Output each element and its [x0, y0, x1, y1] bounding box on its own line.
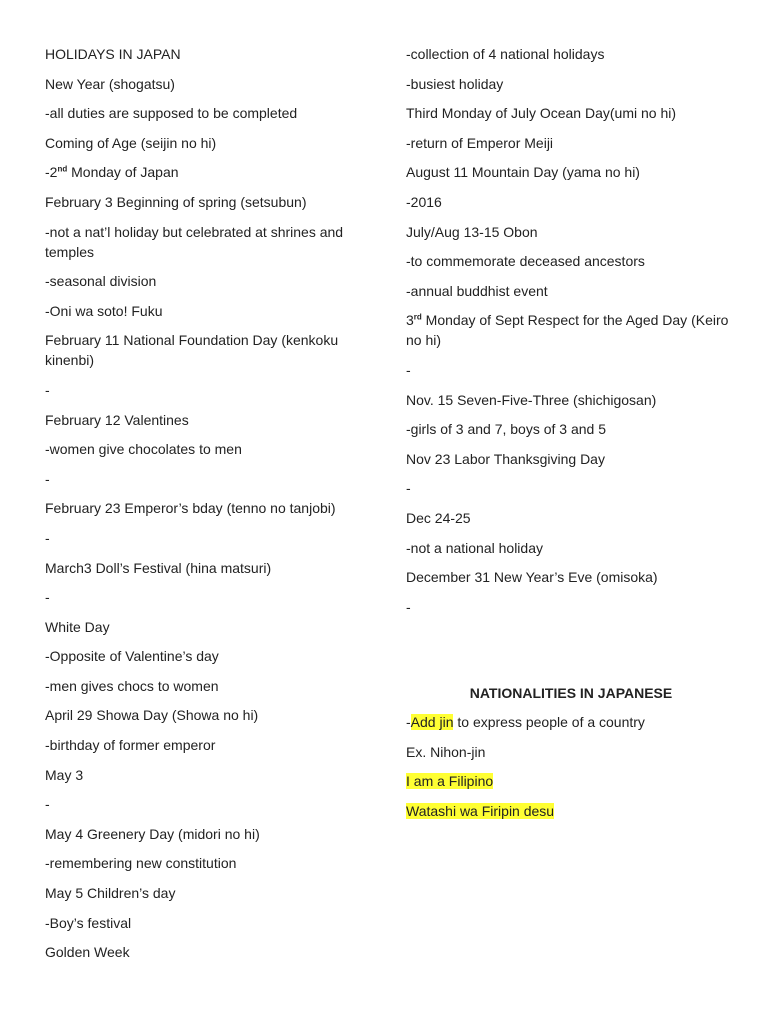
document-line: -men gives chocs to women	[45, 677, 219, 694]
nationalities-line-2: Ex. Nihon-jin	[406, 743, 486, 760]
document-line: -	[406, 361, 411, 378]
nationalities-line-3	[406, 771, 736, 791]
document-line: Dec 24-25	[406, 509, 471, 526]
line-text: Monday of Sept Respect for the Aged Day (Keiro no hi)	[406, 312, 729, 349]
document-line: -girls of 3 and 7, boys of 3 and 5	[406, 421, 607, 438]
document-line: -	[45, 470, 50, 487]
document-line: -	[45, 796, 50, 813]
document-line: April 29 Showa Day (Showa no hi)	[45, 707, 259, 724]
document-line: -	[45, 529, 50, 546]
document-line: -2016	[406, 193, 442, 210]
document-line: February 11 National Foundation Day (kenkoku kinenbi)	[45, 332, 339, 369]
document-line: -	[45, 589, 50, 606]
highlighted-text: I am a Filipino	[406, 773, 494, 790]
document-line	[406, 310, 736, 350]
document-line: -seasonal division	[45, 273, 157, 290]
document-line: HOLIDAYS IN JAPAN	[45, 46, 181, 62]
document-line: December 31 New Year’s Eve (omisoka)	[406, 569, 658, 586]
document-line: -	[45, 381, 50, 398]
document-line: August 11 Mountain Day (yama no hi)	[406, 164, 640, 181]
document-line: May 4 Greenery Day (midori no hi)	[45, 825, 260, 842]
nationalities-line-4	[406, 801, 736, 821]
document-line: Coming of Age (seijin no hi)	[45, 134, 217, 151]
document-line: July/Aug 13-15 Obon	[406, 223, 538, 240]
document-line: -	[406, 598, 411, 615]
document-line: -return of Emperor Meiji	[406, 134, 554, 151]
document-line: March3 Doll’s Festival (hina matsuri)	[45, 559, 272, 576]
document-line: -to commemorate deceased ancestors	[406, 253, 645, 270]
document-line: -all duties are supposed to be completed	[45, 105, 298, 122]
document-line: -Opposite of Valentine’s day	[45, 648, 219, 665]
ordinal-suffix: nd	[57, 164, 68, 174]
document-line: Nov 23 Labor Thanksgiving Day	[406, 450, 605, 467]
document-line: -not a nat’l holiday but celebrated at shrines and temples	[45, 223, 344, 260]
dash: -	[406, 714, 411, 731]
document-line: -remembering new constitution	[45, 855, 237, 872]
document-line: Golden Week	[45, 944, 130, 961]
document-line: -women give chocolates to men	[45, 441, 242, 458]
line-text: Monday of Japan	[67, 164, 179, 181]
document-line: -not a national holiday	[406, 539, 543, 556]
nationalities-heading: NATIONALITIES IN JAPANESE	[469, 684, 673, 701]
highlighted-text: Watashi wa Firipin desu	[406, 803, 555, 820]
document-line: New Year (shogatsu)	[45, 75, 175, 92]
document-line: -Boy’s festival	[45, 914, 132, 931]
line-text: -2	[45, 164, 58, 181]
line-text: 3	[406, 312, 414, 329]
document-line: Nov. 15 Seven-Five-Three (shichigosan)	[406, 391, 657, 408]
document-line: -	[406, 480, 411, 497]
ordinal-suffix: rd	[413, 312, 422, 322]
document-line: White Day	[45, 618, 110, 635]
document-line: February 3 Beginning of spring (setsubun)	[45, 193, 307, 210]
document-line: February 12 Valentines	[45, 411, 189, 428]
document-line: -Oni wa soto! Fuku	[45, 302, 163, 319]
document-line: May 3	[45, 766, 84, 783]
holiday-list-right	[406, 44, 736, 617]
document-line: February 23 Emperor’s bday (tenno no tanjobi)	[45, 500, 336, 517]
right-column	[406, 44, 736, 831]
plain-text: to express people of a country	[453, 714, 645, 731]
document-line	[45, 162, 375, 182]
left-column	[45, 44, 375, 972]
document-line: -busiest holiday	[406, 75, 504, 92]
document-line: -collection of 4 national holidays	[406, 46, 605, 62]
highlighted-text: Add jin	[410, 714, 454, 731]
nationalities-line-1	[406, 712, 736, 732]
document-line: Third Monday of July Ocean Day(umi no hi)	[406, 105, 676, 122]
document-line: -birthday of former emperor	[45, 737, 216, 754]
document-line: May 5 Children’s day	[45, 885, 176, 902]
document-line: -annual buddhist event	[406, 282, 548, 299]
